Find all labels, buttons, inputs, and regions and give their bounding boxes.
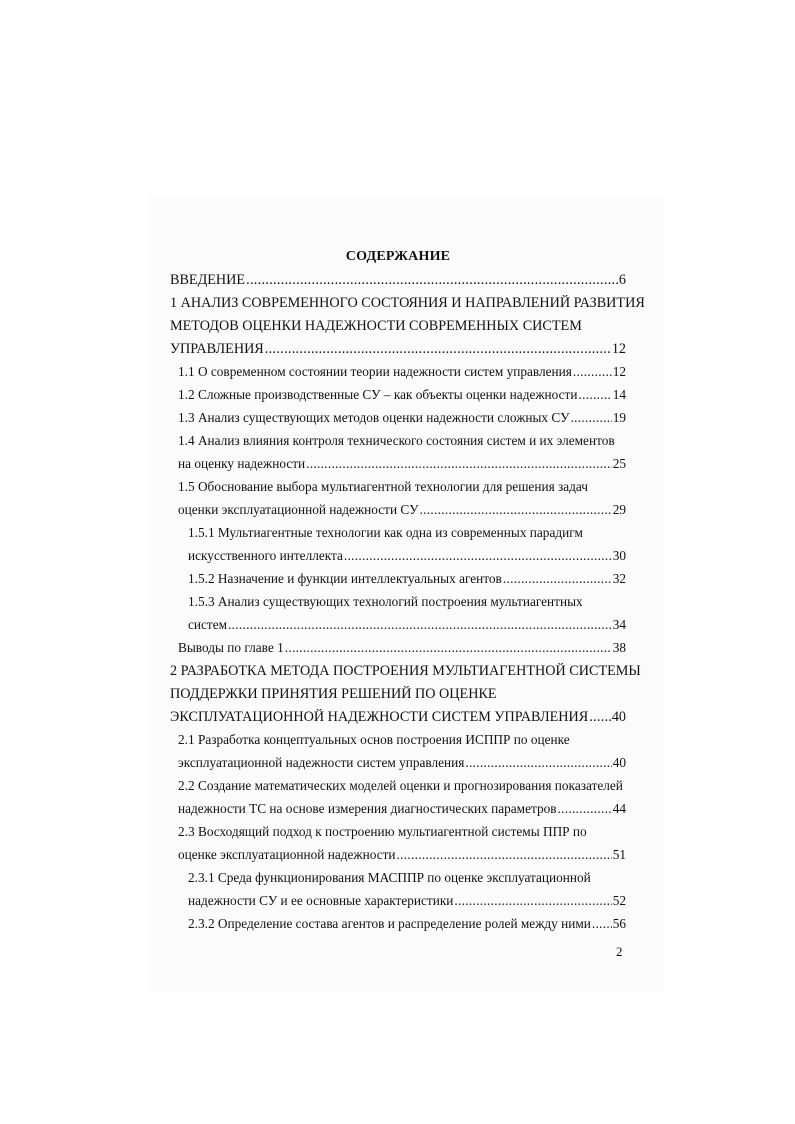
toc-entry-1-5-line2: оценки эксплуатационной надежности СУ ..... 29 — [178, 502, 626, 518]
toc-entry-intro: ВВЕДЕНИЕ ..... 6 — [170, 272, 626, 288]
toc-entry-1-3: 1.3 Анализ существующих методов оценки надежности сложных СУ ..... 19 — [178, 410, 626, 426]
toc-entry-1-4-line2: на оценку надежности ..... 25 — [178, 456, 626, 472]
toc-entry-1-5-1-line2: искусственного интеллекта ..... 30 — [188, 548, 626, 564]
toc-chapter1-line1: 1 АНАЛИЗ СОВРЕМЕННОГО СОСТОЯНИЯ И НАПРАВЛЕНИЙ РАЗВИТИЯ — [170, 295, 645, 311]
toc-entry-2-3-line1: 2.3 Восходящий подход к построению мультиагентной системы ППР по — [178, 824, 587, 839]
toc-title: СОДЕРЖАНИЕ — [345, 249, 451, 264]
toc-entry-2-3-2: 2.3.2 Определение состава агентов и распределение ролей между ними ..... 56 — [188, 916, 626, 932]
toc-entry-2-2-line1: 2.2 Создание математических моделей оценки и прогнозирования показателей — [178, 778, 623, 793]
page-number: 2 — [616, 944, 623, 959]
toc-entry-1-5-2: 1.5.2 Назначение и функции интеллектуальных агентов ..... 32 — [188, 571, 626, 587]
toc-entry-2-3-line2: оценке эксплуатационной надежности ..... 51 — [178, 847, 626, 863]
toc-entry-2-1-line2: эксплуатационной надежности систем управления ..... 40 — [178, 755, 626, 771]
toc-entry-1-5-3-line1: 1.5.3 Анализ существующих технологий построения мультиагентных — [188, 594, 583, 609]
toc-chapter1-line2: МЕТОДОВ ОЦЕНКИ НАДЕЖНОСТИ СОВРЕМЕННЫХ СИСТЕМ — [170, 318, 582, 334]
toc-chapter1-line3: УПРАВЛЕНИЯ ..... 12 — [170, 341, 626, 357]
toc-entry-2-3-1-line1: 2.3.1 Среда функционирования МАСППР по оценке эксплуатационной — [188, 870, 591, 885]
toc-entry-2-3-1-line2: надежности СУ и ее основные характеристики ..... 52 — [188, 893, 626, 909]
toc-entry-1-1: 1.1 О современном состоянии теории надежности систем управления ..... 12 — [178, 364, 626, 380]
toc-entry-1-2: 1.2 Сложные производственные СУ – как объекты оценки надежности ..... 14 — [178, 387, 626, 403]
toc-chapter2-line1: 2 РАЗРАБОТКА МЕТОДА ПОСТРОЕНИЯ МУЛЬТИАГЕНТНОЙ СИСТЕМЫ — [170, 663, 641, 679]
toc-entry-2-2-line2: надежности ТС на основе измерения диагностических параметров ..... 44 — [178, 801, 626, 817]
toc-entry-1-5-1-line1: 1.5.1 Мультиагентные технологии как одна из современных парадигм — [188, 525, 583, 540]
toc-chapter2-line2: ПОДДЕРЖКИ ПРИНЯТИЯ РЕШЕНИЙ ПО ОЦЕНКЕ — [170, 686, 497, 702]
toc-entry-2-1-line1: 2.1 Разработка концептуальных основ построения ИСППР по оценке — [178, 732, 570, 747]
toc-entry-1-4-line1: 1.4 Анализ влияния контроля технического состояния систем и их элементов — [178, 433, 615, 448]
toc-entry-1-5-3-line2: систем ..... 34 — [188, 617, 626, 633]
toc-entry-conclusions-1: Выводы по главе 1 ..... 38 — [178, 640, 626, 656]
toc-entry-1-5-line1: 1.5 Обоснование выбора мультиагентной технологии для решения задач — [178, 479, 588, 494]
toc-chapter2-line3: ЭКСПЛУАТАЦИОННОЙ НАДЕЖНОСТИ СИСТЕМ УПРАВЛЕНИЯ ..... 40 — [170, 709, 626, 725]
